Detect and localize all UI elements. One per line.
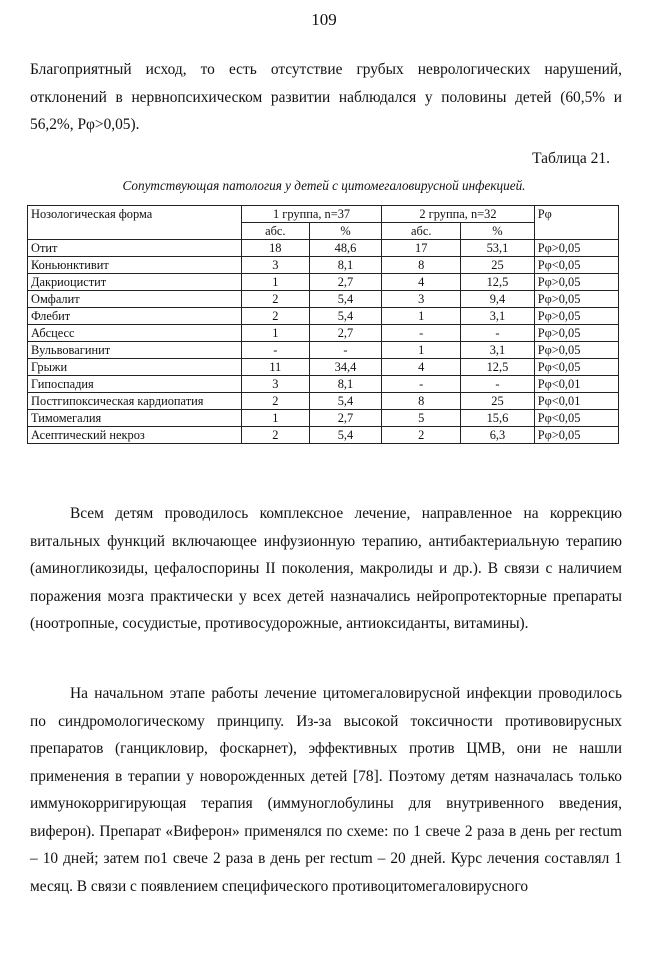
cell-p: Рφ>0,05 bbox=[534, 342, 618, 359]
cell-form: Коньюнктивит bbox=[28, 257, 242, 274]
cell-p: Рφ>0,05 bbox=[534, 308, 618, 325]
cell-g2-pct: 9,4 bbox=[461, 291, 534, 308]
cell-g2-abs: 5 bbox=[382, 410, 461, 427]
cell-g1-abs: 2 bbox=[241, 291, 309, 308]
cell-g1-pct: - bbox=[309, 342, 382, 359]
cell-g1-abs: 18 bbox=[241, 240, 309, 257]
cell-g1-abs: 11 bbox=[241, 359, 309, 376]
cell-p: Рφ>0,05 bbox=[534, 325, 618, 342]
table-row bbox=[28, 410, 619, 427]
cell-g1-abs: 2 bbox=[241, 427, 309, 444]
cell-form: Грыжи bbox=[28, 359, 242, 376]
table-row bbox=[28, 274, 619, 291]
table-row bbox=[28, 342, 619, 359]
cell-g2-abs: - bbox=[382, 325, 461, 342]
cell-g2-pct: - bbox=[461, 376, 534, 393]
cell-form: Гипоспадия bbox=[28, 376, 242, 393]
page-number: 109 bbox=[311, 10, 337, 29]
header-form: Нозологическая форма bbox=[28, 206, 242, 240]
cell-g2-abs: 2 bbox=[382, 427, 461, 444]
table-row bbox=[28, 325, 619, 342]
header-g2-abs: абс. bbox=[382, 223, 461, 240]
cell-g1-pct: 2,7 bbox=[309, 325, 382, 342]
table-row bbox=[28, 308, 619, 325]
cell-p: Рφ<0,01 bbox=[534, 393, 618, 410]
cell-form: Отит bbox=[28, 240, 242, 257]
header-g2-pct: % bbox=[461, 223, 534, 240]
cell-p: Рφ>0,05 bbox=[534, 274, 618, 291]
cell-g2-pct: 53,1 bbox=[461, 240, 534, 257]
cell-form: Флебит bbox=[28, 308, 242, 325]
therapy-paragraph: На начальном этапе работы лечение цитомегаловирусной инфекции проводилось по синдромологическому принципу. Из-за высокой токсичности противовирусных препаратов (ганцикловир, фоскарнет), эффективных против ЦМВ, они не нашли применения в терапии у новорожденных детей [78]. Поэтому детям назначалась только иммунокорригирующая терапия (иммуноглобулины для внутривенного введения, виферон). Препарат «Виферон» применялся по схеме: по 1 свече 2 раза в день per rectum – 10 дней; затем по1 свече 2 раза в день per rectum – 20 дней. Курс лечения составлял 1 месяц. В связи с появлением специфического противоцитомегаловирусного bbox=[30, 685, 622, 895]
cell-g1-pct: 2,7 bbox=[309, 274, 382, 291]
treatment-paragraph: Всем детям проводилось комплексное лечение, направленное на коррекцию витальных функций включающее инфузионную терапию, антибактериальную терапию (аминогликозиды, цефалоспорины II поколения, макролиды и др.). В связи с наличием поражения мозга практически у всех детей назначались нейропротекторные препараты (ноотропные, сосудистые, противосудорожные, антиоксиданты, витамины). bbox=[30, 505, 622, 632]
header-group1: 1 группа, n=37 bbox=[241, 206, 381, 223]
table-row bbox=[28, 257, 619, 274]
header-group2: 2 группа, n=32 bbox=[382, 206, 534, 223]
cell-g1-abs: 3 bbox=[241, 376, 309, 393]
header-g1-pct: % bbox=[309, 223, 382, 240]
cell-g2-abs: 8 bbox=[382, 257, 461, 274]
table-label: Таблица 21. bbox=[532, 150, 610, 167]
header-g1-abs: абс. bbox=[241, 223, 309, 240]
cell-g1-pct: 5,4 bbox=[309, 291, 382, 308]
cell-g2-abs: 4 bbox=[382, 359, 461, 376]
cell-g1-pct: 48,6 bbox=[309, 240, 382, 257]
cell-g2-pct: - bbox=[461, 325, 534, 342]
cell-g1-abs: 1 bbox=[241, 410, 309, 427]
cell-g2-abs: - bbox=[382, 376, 461, 393]
cell-form: Дакриоцистит bbox=[28, 274, 242, 291]
table-row bbox=[28, 359, 619, 376]
intro-paragraph: Благоприятный исход, то есть отсутствие грубых неврологических нарушений, отклонений в нервнопсихическом развитии наблюдался у половины детей (60,5% и 56,2%, Рφ>0,05). bbox=[30, 61, 622, 133]
cell-form: Вульвовагинит bbox=[28, 342, 242, 359]
table-row bbox=[28, 393, 619, 410]
cell-g1-abs: - bbox=[241, 342, 309, 359]
pathology-table bbox=[27, 205, 619, 444]
cell-p: Рφ<0,05 bbox=[534, 359, 618, 376]
table-caption: Сопутствующая патология у детей с цитомегаловирусной инфекцией. bbox=[122, 178, 526, 193]
cell-g1-abs: 3 bbox=[241, 257, 309, 274]
cell-g1-abs: 1 bbox=[241, 325, 309, 342]
cell-g1-pct: 5,4 bbox=[309, 393, 382, 410]
table-row bbox=[28, 291, 619, 308]
cell-g1-pct: 8,1 bbox=[309, 257, 382, 274]
cell-p: Рφ<0,05 bbox=[534, 410, 618, 427]
header-p: Рφ bbox=[534, 206, 618, 240]
cell-p: Рφ<0,01 bbox=[534, 376, 618, 393]
table-row bbox=[28, 427, 619, 444]
cell-p: Рφ>0,05 bbox=[534, 427, 618, 444]
cell-p: Рφ<0,05 bbox=[534, 257, 618, 274]
cell-g1-abs: 2 bbox=[241, 308, 309, 325]
cell-g2-pct: 25 bbox=[461, 393, 534, 410]
cell-g1-pct: 5,4 bbox=[309, 308, 382, 325]
cell-g2-pct: 3,1 bbox=[461, 342, 534, 359]
cell-g2-abs: 4 bbox=[382, 274, 461, 291]
cell-g2-pct: 3,1 bbox=[461, 308, 534, 325]
cell-g2-pct: 6,3 bbox=[461, 427, 534, 444]
cell-g2-pct: 12,5 bbox=[461, 274, 534, 291]
cell-g1-pct: 8,1 bbox=[309, 376, 382, 393]
cell-g2-abs: 1 bbox=[382, 308, 461, 325]
cell-g2-abs: 1 bbox=[382, 342, 461, 359]
cell-g2-pct: 25 bbox=[461, 257, 534, 274]
cell-form: Омфалит bbox=[28, 291, 242, 308]
cell-g2-pct: 15,6 bbox=[461, 410, 534, 427]
cell-g2-pct: 12,5 bbox=[461, 359, 534, 376]
cell-form: Асептический некроз bbox=[28, 427, 242, 444]
cell-g1-pct: 5,4 bbox=[309, 427, 382, 444]
cell-form: Абсцесс bbox=[28, 325, 242, 342]
cell-g2-abs: 17 bbox=[382, 240, 461, 257]
cell-g1-abs: 1 bbox=[241, 274, 309, 291]
cell-p: Рφ>0,05 bbox=[534, 291, 618, 308]
cell-g2-abs: 8 bbox=[382, 393, 461, 410]
table-row bbox=[28, 376, 619, 393]
cell-form: Тимомегалия bbox=[28, 410, 242, 427]
table-row bbox=[28, 240, 619, 257]
cell-p: Рφ>0,05 bbox=[534, 240, 618, 257]
cell-g1-pct: 2,7 bbox=[309, 410, 382, 427]
table-body bbox=[28, 240, 619, 444]
cell-g1-pct: 34,4 bbox=[309, 359, 382, 376]
cell-form: Постгипоксическая кардиопатия bbox=[28, 393, 242, 410]
cell-g1-abs: 2 bbox=[241, 393, 309, 410]
cell-g2-abs: 3 bbox=[382, 291, 461, 308]
